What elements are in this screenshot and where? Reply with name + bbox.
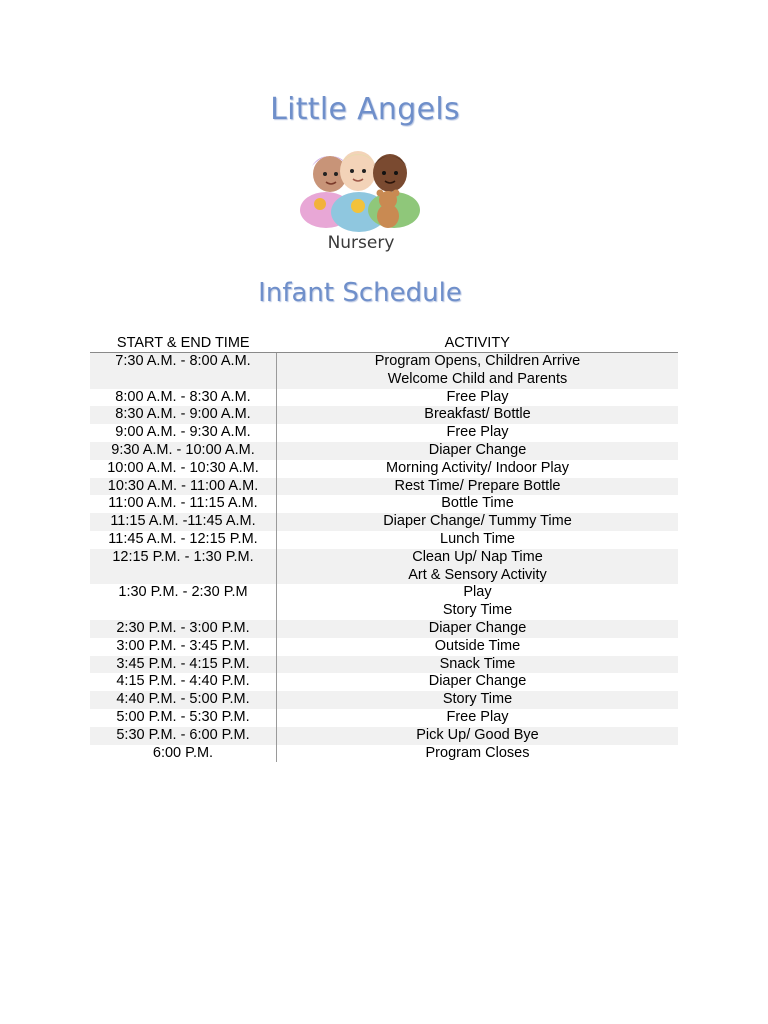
brand-name: Little Angels (270, 92, 460, 127)
activity-text: Morning Activity/ Indoor Play (386, 459, 569, 476)
table-row (90, 478, 678, 496)
activity-cell (277, 442, 679, 460)
table-row (90, 513, 678, 531)
time-cell: 8:30 A.M. - 9:00 A.M. (90, 406, 277, 424)
table-row (90, 460, 678, 478)
table-row (90, 745, 678, 763)
time-cell: 4:40 P.M. - 5:00 P.M. (90, 691, 277, 709)
activity-text: Art & Sensory Activity (408, 566, 547, 583)
schedule-table (90, 334, 678, 762)
activity-text: Story Time (442, 691, 513, 708)
activity-cell (277, 353, 679, 389)
table-row (90, 353, 678, 389)
document-title: Infant Schedule (258, 278, 462, 308)
table-row (90, 620, 678, 638)
table-row (90, 691, 678, 709)
activity-cell (277, 478, 679, 496)
time-cell: 12:15 P.M. - 1:30 P.M. (90, 549, 277, 585)
activity-text: Rest Time/ Prepare Bottle (394, 477, 561, 494)
table-row (90, 389, 678, 407)
table-row (90, 495, 678, 513)
table-row (90, 673, 678, 691)
time-cell: 11:00 A.M. - 11:15 A.M. (90, 495, 277, 513)
activity-cell (277, 531, 679, 549)
activity-cell (277, 513, 679, 531)
activity-text: Welcome Child and Parents (387, 370, 568, 387)
activity-cell (277, 460, 679, 478)
time-cell: 7:30 A.M. - 8:00 A.M. (90, 353, 277, 389)
table-row (90, 709, 678, 727)
activity-text: Free Play (446, 424, 509, 441)
time-cell: 5:30 P.M. - 6:00 P.M. (90, 727, 277, 745)
babies-logo-icon (292, 144, 426, 236)
activity-cell (277, 656, 679, 674)
time-cell: 1:30 P.M. - 2:30 P.M (90, 584, 277, 620)
activity-text: Breakfast/ Bottle (424, 406, 531, 423)
activity-text: Bottle Time (441, 495, 514, 512)
table-row (90, 638, 678, 656)
activity-text: Clean Up/ Nap Time (412, 548, 543, 565)
activity-text: Pick Up/ Good Bye (416, 726, 539, 743)
activity-text: Diaper Change (428, 441, 527, 458)
activity-text: Diaper Change (428, 673, 527, 690)
activity-cell (277, 638, 679, 656)
activity-cell (277, 673, 679, 691)
activity-cell (277, 584, 679, 620)
column-header-time: START & END TIME (90, 334, 277, 353)
table-row (90, 424, 678, 442)
table-row (90, 727, 678, 745)
table-header-row (90, 334, 678, 353)
activity-text: Play (463, 584, 492, 601)
time-cell: 9:00 A.M. - 9:30 A.M. (90, 424, 277, 442)
activity-text: Lunch Time (440, 530, 515, 547)
time-cell: 4:15 P.M. - 4:40 P.M. (90, 673, 277, 691)
time-cell: 9:30 A.M. - 10:00 A.M. (90, 442, 277, 460)
activity-text: Snack Time (439, 655, 516, 672)
table-row (90, 531, 678, 549)
time-cell: 3:00 P.M. - 3:45 P.M. (90, 638, 277, 656)
brand-subtitle: Nursery (327, 233, 395, 253)
activity-cell (277, 424, 679, 442)
table-row (90, 584, 678, 620)
time-cell: 8:00 A.M. - 8:30 A.M. (90, 389, 277, 407)
table-row (90, 549, 678, 585)
time-cell: 6:00 P.M. (90, 745, 277, 763)
activity-text: Free Play (446, 388, 509, 405)
time-cell: 5:00 P.M. - 5:30 P.M. (90, 709, 277, 727)
activity-cell (277, 406, 679, 424)
time-cell: 3:45 P.M. - 4:15 P.M. (90, 656, 277, 674)
table-row (90, 656, 678, 674)
activity-cell (277, 620, 679, 638)
activity-text: Program Closes (425, 744, 530, 761)
time-cell: 10:00 A.M. - 10:30 A.M. (90, 460, 277, 478)
table-row (90, 406, 678, 424)
activity-cell (277, 495, 679, 513)
activity-cell (277, 691, 679, 709)
activity-cell (277, 389, 679, 407)
activity-text: Diaper Change/ Tummy Time (383, 513, 572, 530)
time-cell: 2:30 P.M. - 3:00 P.M. (90, 620, 277, 638)
schedule-body (90, 353, 678, 763)
column-header-activity: ACTIVITY (277, 334, 679, 353)
activity-cell (277, 727, 679, 745)
time-cell: 10:30 A.M. - 11:00 A.M. (90, 478, 277, 496)
activity-text: Outside Time (434, 637, 521, 654)
time-cell: 11:15 A.M. -11:45 A.M. (90, 513, 277, 531)
activity-text: Story Time (442, 602, 513, 619)
activity-text: Diaper Change (428, 619, 527, 636)
activity-cell (277, 745, 679, 763)
time-cell: 11:45 A.M. - 12:15 P.M. (90, 531, 277, 549)
activity-text: Free Play (446, 708, 509, 725)
activity-cell (277, 549, 679, 585)
activity-text: Program Opens, Children Arrive (374, 353, 581, 369)
activity-cell (277, 709, 679, 727)
table-row (90, 442, 678, 460)
